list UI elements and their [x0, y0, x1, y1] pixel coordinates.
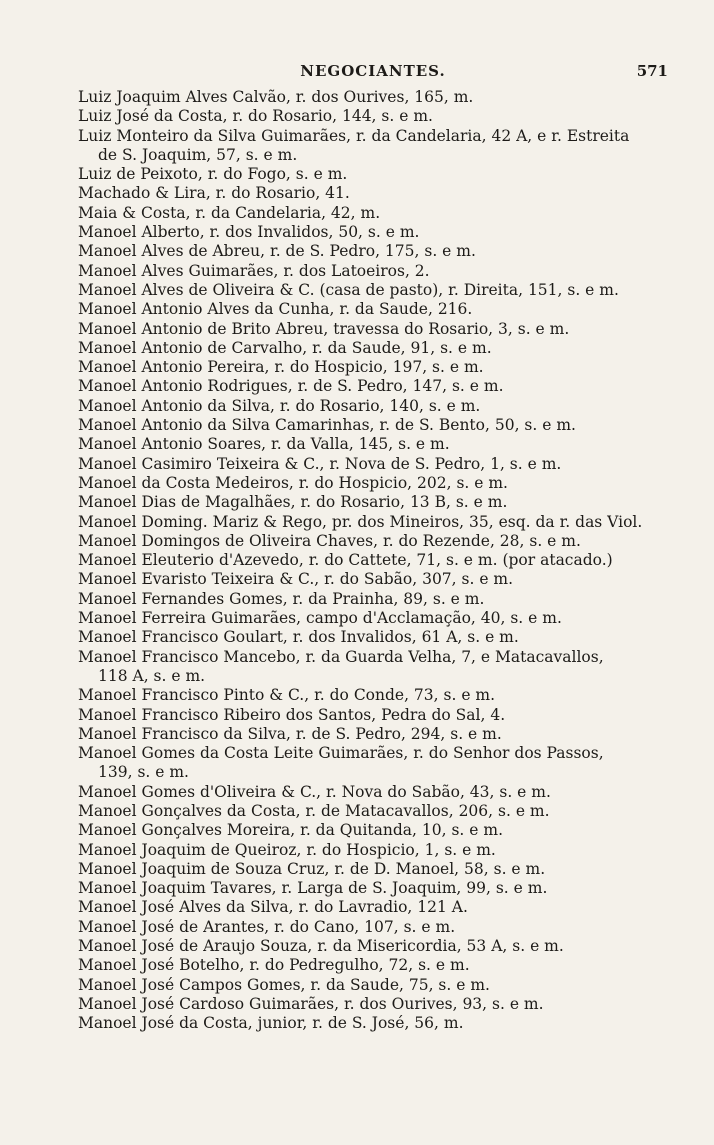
entry-text: Maia & Costa, r. da Candelaria, 42, m. — [78, 203, 381, 222]
entry-text: Manoel Dias de Magalhães, r. do Rosario, 13 B, s. e m. — [78, 493, 508, 512]
list-item — [78, 532, 664, 551]
list-item — [78, 320, 664, 339]
entry-continuation: de S. Joaquim, 57, s. e m. — [98, 145, 298, 164]
entry-text: Manoel José de Araujo Souza, r. da Misericordia, 53 A, s. e m. — [78, 937, 564, 956]
list-item — [78, 918, 664, 937]
entry-text: Manoel da Costa Medeiros, r. do Hospicio, 202, s. e m. — [78, 473, 508, 492]
list-item — [78, 377, 664, 396]
running-title: NEGOCIANTES. — [300, 62, 446, 80]
list-item — [78, 88, 664, 107]
entry-text: Manoel Antonio Pereira, r. do Hospicio, 197, s. e m. — [78, 358, 484, 377]
entry-text: Luiz Joaquim Alves Calvão, r. dos Ourives, 165, m. — [78, 88, 474, 106]
list-item — [78, 898, 664, 917]
entry-text: Manoel Gonçalves Moreira, r. da Quitanda, 10, s. e m. — [78, 821, 503, 840]
list-item — [78, 397, 664, 416]
list-item — [78, 184, 664, 203]
list-item — [78, 590, 664, 609]
entry-text: Manoel José de Arantes, r. do Cano, 107, s. e m. — [78, 917, 456, 936]
entry-text: Manoel Alves Guimarães, r. dos Latoeiros, 2. — [78, 261, 430, 280]
entry-text: Manoel José Cardoso Guimarães, r. dos Ourives, 93, s. e m. — [78, 994, 544, 1013]
entry-text: Manoel Joaquim Tavares, r. Larga de S. Joaquim, 99, s. e m. — [78, 879, 548, 898]
entry-text: Manoel Joaquim de Queiroz, r. do Hospicio, 1, s. e m. — [78, 840, 496, 859]
merchant-list — [78, 88, 664, 1034]
list-item — [78, 995, 664, 1014]
entry-text: Manoel Antonio Alves da Cunha, r. da Saude, 216. — [78, 300, 473, 319]
list-item — [78, 281, 664, 300]
entry-text: Manoel Alves de Abreu, r. de S. Pedro, 175, s. e m. — [78, 242, 476, 261]
list-item — [78, 609, 664, 628]
entry-text: Manoel José Campos Gomes, r. da Saude, 75, s. e m. — [78, 975, 490, 994]
list-item — [78, 976, 664, 995]
entry-text: Luiz Monteiro da Silva Guimarães, r. da Candelaria, 42 A, e r. Estreita — [78, 126, 630, 145]
list-item — [78, 513, 664, 532]
list-item — [78, 262, 664, 281]
list-item — [78, 435, 664, 454]
list-item — [78, 841, 664, 860]
entry-text: Manoel José da Costa, junior, r. de S. José, 56, m. — [78, 1014, 464, 1033]
list-item — [78, 165, 664, 184]
list-item — [78, 358, 664, 377]
list-item — [78, 821, 664, 840]
list-item — [78, 474, 664, 493]
list-item — [78, 879, 664, 898]
entry-text: Manoel Francisco Pinto & C., r. do Conde, 73, s. e m. — [78, 686, 496, 705]
list-item — [78, 127, 664, 166]
entry-text: Manoel José Alves da Silva, r. do Lavradio, 121 A. — [78, 898, 468, 917]
entry-text: Manoel Alves de Oliveira & C. (casa de pasto), r. Direita, 151, s. e m. — [78, 280, 619, 299]
running-head — [78, 62, 668, 84]
list-item — [78, 242, 664, 261]
entry-text: Manoel Antonio de Carvalho, r. da Saude, 91, s. e m. — [78, 338, 492, 357]
entry-text: Manoel José Botelho, r. do Pedregulho, 72, s. e m. — [78, 956, 470, 975]
entry-text: Manoel Ferreira Guimarães, campo d'Acclamação, 40, s. e m. — [78, 609, 562, 628]
entry-text: Manoel Antonio da Silva Camarinhas, r. de S. Bento, 50, s. e m. — [78, 416, 576, 435]
list-item — [78, 783, 664, 802]
list-item — [78, 551, 664, 570]
entry-text: Manoel Antonio de Brito Abreu, travessa do Rosario, 3, s. e m. — [78, 319, 570, 338]
entry-text: Manoel Alberto, r. dos Invalidos, 50, s. e m. — [78, 223, 420, 242]
list-item — [78, 339, 664, 358]
entry-text: Manoel Domingos de Oliveira Chaves, r. do Rezende, 28, s. e m. — [78, 531, 581, 550]
list-item — [78, 455, 664, 474]
list-item — [78, 648, 664, 687]
entry-text: Manoel Francisco Ribeiro dos Santos, Pedra do Sal, 4. — [78, 705, 506, 724]
list-item — [78, 686, 664, 705]
entry-text: Manoel Evaristo Teixeira & C., r. do Sabão, 307, s. e m. — [78, 570, 514, 589]
entry-text: Machado & Lira, r. do Rosario, 41. — [78, 184, 350, 203]
entry-text: Manoel Fernandes Gomes, r. da Prainha, 89, s. e m. — [78, 589, 485, 608]
entry-text: Manoel Gomes da Costa Leite Guimarães, r. do Senhor dos Passos, — [78, 744, 604, 763]
list-item — [78, 706, 664, 725]
list-item — [78, 107, 664, 126]
entry-text: Manoel Francisco Mancebo, r. da Guarda Velha, 7, e Matacavallos, — [78, 647, 604, 666]
page-number: 571 — [636, 62, 668, 80]
list-item — [78, 570, 664, 589]
entry-text: Manoel Francisco Goulart, r. dos Invalidos, 61 A, s. e m. — [78, 628, 519, 647]
entry-text: Luiz de Peixoto, r. do Fogo, s. e m. — [78, 165, 348, 184]
entry-text: Manoel Doming. Mariz & Rego, pr. dos Mineiros, 35, esq. da r. das Viol. — [78, 512, 643, 531]
list-item — [78, 956, 664, 975]
entry-text: Manoel Antonio Rodrigues, r. de S. Pedro, 147, s. e m. — [78, 377, 504, 396]
entry-continuation: 118 A, s. e m. — [98, 666, 206, 685]
entry-text: Luiz José da Costa, r. do Rosario, 144, s. e m. — [78, 107, 433, 126]
list-item — [78, 860, 664, 879]
entry-text: Manoel Casimiro Teixeira & C., r. Nova de S. Pedro, 1, s. e m. — [78, 454, 562, 473]
list-item — [78, 223, 664, 242]
list-item — [78, 802, 664, 821]
list-item — [78, 204, 664, 223]
entry-text: Manoel Antonio Soares, r. da Valla, 145, s. e m. — [78, 435, 450, 454]
entry-text: Manoel Joaquim de Souza Cruz, r. de D. Manoel, 58, s. e m. — [78, 859, 546, 878]
list-item — [78, 744, 664, 783]
entry-text: Manoel Francisco da Silva, r. de S. Pedro, 294, s. e m. — [78, 724, 502, 743]
list-item — [78, 725, 664, 744]
list-item — [78, 1014, 664, 1033]
list-item — [78, 416, 664, 435]
entry-continuation: 139, s. e m. — [98, 763, 189, 782]
list-item — [78, 300, 664, 319]
entry-text: Manoel Antonio da Silva, r. do Rosario, 140, s. e m. — [78, 396, 481, 415]
list-item — [78, 937, 664, 956]
entry-text: Manoel Eleuterio d'Azevedo, r. do Cattete, 71, s. e m. (por atacado.) — [78, 551, 613, 570]
entry-text: Manoel Gonçalves da Costa, r. de Matacavallos, 206, s. e m. — [78, 801, 550, 820]
entry-text: Manoel Gomes d'Oliveira & C., r. Nova do Sabão, 43, s. e m. — [78, 782, 551, 801]
list-item — [78, 493, 664, 512]
list-item — [78, 628, 664, 647]
